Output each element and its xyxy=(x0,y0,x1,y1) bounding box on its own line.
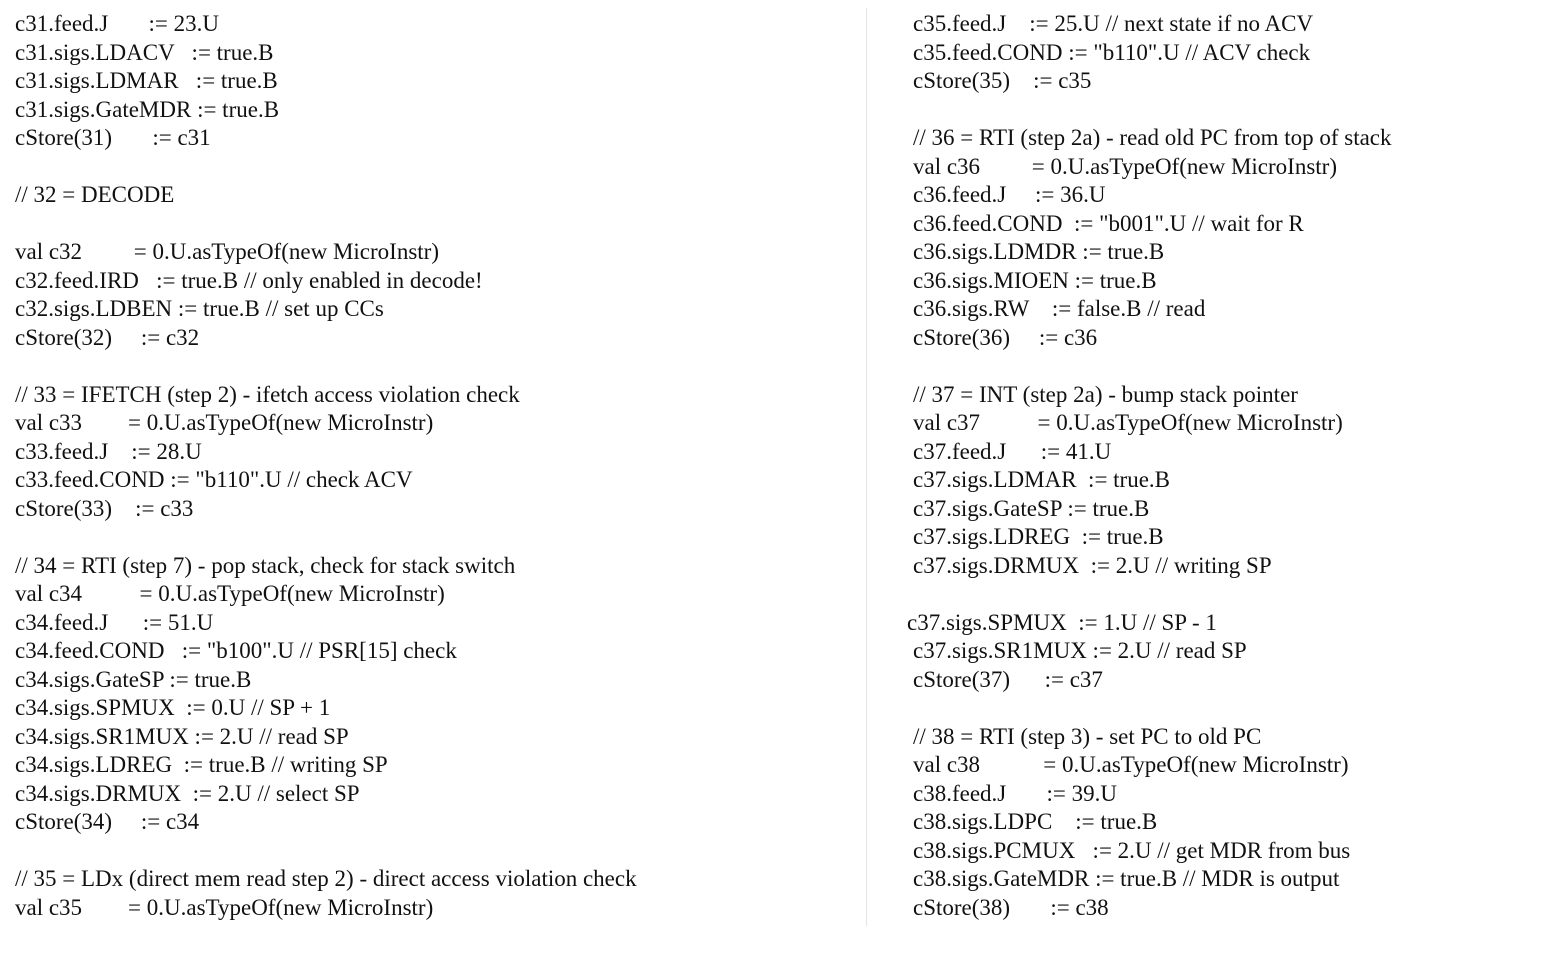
blank-line xyxy=(913,580,1553,609)
code-line: val c36 = 0.U.asTypeOf(new MicroInstr) xyxy=(913,153,1337,179)
code-line: c31.sigs.LDACV := true.B xyxy=(15,39,274,65)
code-line: cStore(32) := c32 xyxy=(15,324,200,350)
code-line: c38.sigs.LDPC := true.B xyxy=(913,809,1158,834)
blank-line xyxy=(15,837,855,866)
code-line: c38.sigs.GateMDR := true.B // MDR is output xyxy=(913,866,1340,891)
blank-line xyxy=(913,694,1553,723)
code-line: cStore(33) := c33 xyxy=(15,495,194,521)
code-line: c31.sigs.LDMAR := true.B xyxy=(15,68,278,93)
code-line: c36.feed.J := 36.U xyxy=(913,182,1106,207)
code-line: c38.feed.J := 39.U xyxy=(913,780,1117,806)
code-line: c34.sigs.GateSP := true.B xyxy=(15,666,252,692)
blank-line xyxy=(15,352,855,381)
code-line: val c33 = 0.U.asTypeOf(new MicroInstr) xyxy=(15,410,434,435)
code-line: c37.feed.J := 41.U xyxy=(913,438,1112,464)
code-line: // 32 = DECODE xyxy=(15,182,175,207)
code-line: cStore(35) := c35 xyxy=(913,68,1092,93)
right-code-column xyxy=(907,10,1553,922)
code-line: val c32 = 0.U.asTypeOf(new MicroInstr) xyxy=(15,239,439,264)
code-line: // 34 = RTI (step 7) - pop stack, check for stack switch xyxy=(15,552,516,578)
code-line: cStore(34) := c34 xyxy=(15,809,200,834)
code-line: c34.sigs.LDREG := true.B // writing SP xyxy=(15,752,388,777)
code-line: c38.sigs.PCMUX := 2.U // get MDR from bus xyxy=(913,837,1351,863)
code-line: // 38 = RTI (step 3) - set PC to old PC xyxy=(913,723,1262,749)
code-line: c37.sigs.SPMUX := 1.U // SP - 1 xyxy=(907,609,1217,635)
code-line: c37.sigs.GateSP := true.B xyxy=(913,495,1150,521)
code-line: c36.sigs.LDMDR := true.B xyxy=(913,239,1165,264)
code-line: c31.sigs.GateMDR := true.B xyxy=(15,96,280,122)
code-line: c34.sigs.SPMUX := 0.U // SP + 1 xyxy=(15,695,331,720)
code-line: c33.feed.J := 28.U xyxy=(15,438,202,464)
code-line: // 33 = IFETCH (step 2) - ifetch access violation check xyxy=(15,381,520,407)
code-line: c34.sigs.DRMUX := 2.U // select SP xyxy=(15,780,360,806)
code-line: c35.feed.J := 25.U // next state if no ACV xyxy=(913,11,1314,36)
code-line: c37.sigs.LDREG := true.B xyxy=(913,524,1164,549)
blank-line xyxy=(913,96,1553,125)
code-line: c37.sigs.DRMUX := 2.U // writing SP xyxy=(913,552,1272,578)
code-line: val c37 = 0.U.asTypeOf(new MicroInstr) xyxy=(913,410,1343,435)
blank-line xyxy=(913,352,1553,381)
code-line: c34.feed.COND := "b100".U // PSR[15] check xyxy=(15,638,457,663)
blank-line xyxy=(15,523,855,552)
code-line: // 35 = LDx (direct mem read step 2) - direct access violation check xyxy=(15,866,637,891)
code-line: cStore(36) := c36 xyxy=(913,324,1098,350)
blank-line xyxy=(15,210,855,239)
code-line: c36.sigs.MIOEN := true.B xyxy=(913,267,1157,293)
code-line: c36.feed.COND := "b001".U // wait for R xyxy=(913,210,1304,236)
code-line: cStore(37) := c37 xyxy=(913,666,1103,692)
code-line: c33.feed.COND := "b110".U // check ACV xyxy=(15,467,413,492)
code-line: cStore(38) := c38 xyxy=(913,894,1109,920)
code-line: c37.sigs.LDMAR := true.B xyxy=(913,467,1171,492)
code-line: c34.feed.J := 51.U xyxy=(15,609,214,635)
code-line: c34.sigs.SR1MUX := 2.U // read SP xyxy=(15,723,349,749)
code-line: c35.feed.COND := "b110".U // ACV check xyxy=(913,39,1311,65)
code-line: c37.sigs.SR1MUX := 2.U // read SP xyxy=(913,638,1247,663)
code-line: cStore(31) := c31 xyxy=(15,125,211,150)
code-line: // 37 = INT (step 2a) - bump stack pointer xyxy=(913,381,1298,407)
code-line: c32.feed.IRD := true.B // only enabled in decode! xyxy=(15,267,483,293)
code-line: val c38 = 0.U.asTypeOf(new MicroInstr) xyxy=(913,752,1349,777)
code-line: c32.sigs.LDBEN := true.B // set up CCs xyxy=(15,296,384,321)
column-divider xyxy=(866,8,867,926)
code-line: val c34 = 0.U.asTypeOf(new MicroInstr) xyxy=(15,581,445,606)
code-line: // 36 = RTI (step 2a) - read old PC from top of stack xyxy=(913,125,1392,150)
code-line: val c35 = 0.U.asTypeOf(new MicroInstr) xyxy=(15,894,434,920)
code-line: c31.feed.J := 23.U xyxy=(15,11,219,36)
blank-line xyxy=(15,153,855,182)
left-code-column xyxy=(15,10,855,922)
code-line: c36.sigs.RW := false.B // read xyxy=(913,296,1206,321)
